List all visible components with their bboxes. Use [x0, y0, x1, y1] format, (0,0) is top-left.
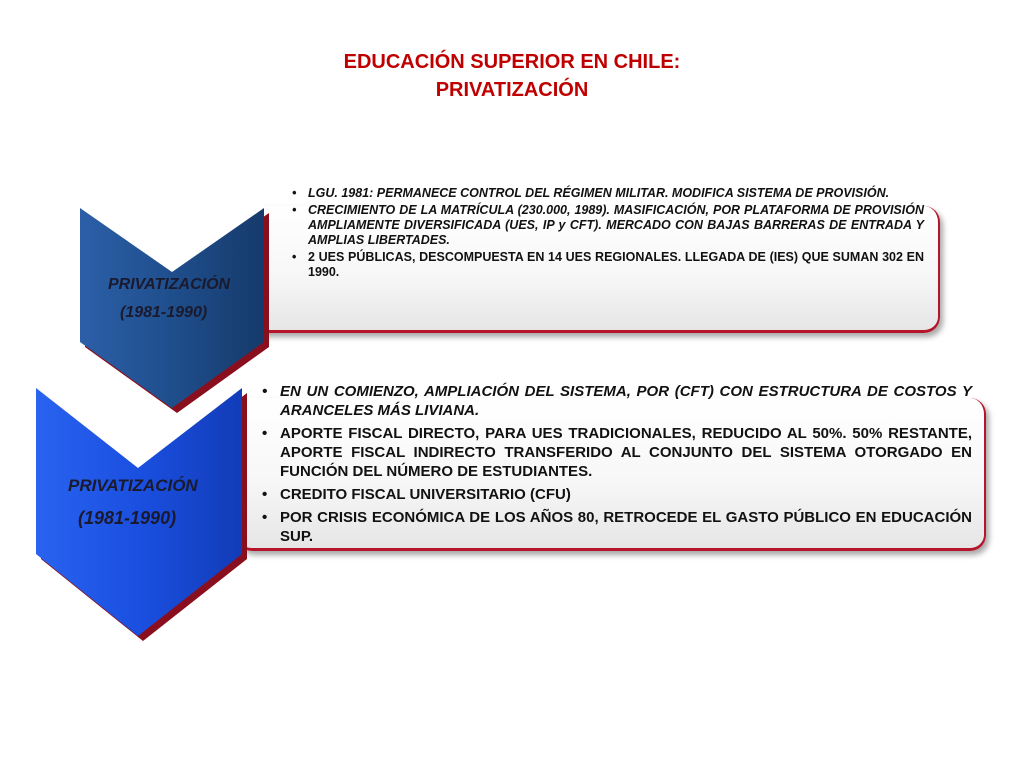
slide-title-line-1: EDUCACIÓN SUPERIOR EN CHILE: — [343, 51, 681, 73]
section-1-label: PRIVATIZACIÓN — [108, 276, 231, 293]
section-2-bullet-4: • POR CRISIS ECONÓMICA DE LOS AÑOS 80, RETROCEDE EL GASTO PÚBLICO EN EDUCACIÓN SUP. — [254, 508, 972, 546]
section-2-bullet-list — [254, 382, 972, 550]
section-1-bullet-1: • LGU. 1981: PERMANECE CONTROL DEL RÉGIMEN MILITAR. MODIFICA SISTEMA DE PROVISIÓN. — [288, 186, 924, 201]
section-1-bullet-list — [288, 186, 924, 282]
slide-title-line-2: PRIVATIZACIÓN — [435, 79, 589, 101]
section-2-years: (1981-1990) — [78, 508, 177, 528]
section-1-bullet-2: • CRECIMIENTO DE LA MATRÍCULA (230.000, 1989). MASIFICACIÓN, POR PLATAFORMA DE PROVISIÓN AMPLIAMENTE DIVERSIFICADA (UES, IP y CFT). MERCADO CON BAJAS BARRERAS DE ENTRADA Y AMPLIAS LIBERTADES. — [288, 203, 924, 248]
section-2-bullet-3: • CREDITO FISCAL UNIVERSITARIO (CFU) — [254, 485, 972, 504]
section-1-bullet-3: • 2 UES PÚBLICAS, DESCOMPUESTA EN 14 UES REGIONALES. LLEGADA DE (IES) QUE SUMAN 302 EN 1990. — [288, 250, 924, 280]
section-2-label: PRIVATIZACIÓN — [68, 476, 198, 495]
section-1-years: (1981-1990) — [120, 304, 208, 321]
section-2-bullet-1: • EN UN COMIENZO, AMPLIACIÓN DEL SISTEMA, POR (CFT) CON ESTRUCTURA DE COSTOS Y ARANCELES MÁS LIVIANA. — [254, 382, 972, 420]
slide-title — [0, 48, 1024, 104]
section-2-bullet-2: • APORTE FISCAL DIRECTO, PARA UES TRADICIONALES, REDUCIDO AL 50%. 50% RESTANTE, APORTE FISCAL INDIRECTO TRANSFERIDO AL CONJUNTO DEL SISTEMA OTORGADO EN FUNCIÓN DEL NÚMERO DE ESTUDIANTES. — [254, 424, 972, 481]
